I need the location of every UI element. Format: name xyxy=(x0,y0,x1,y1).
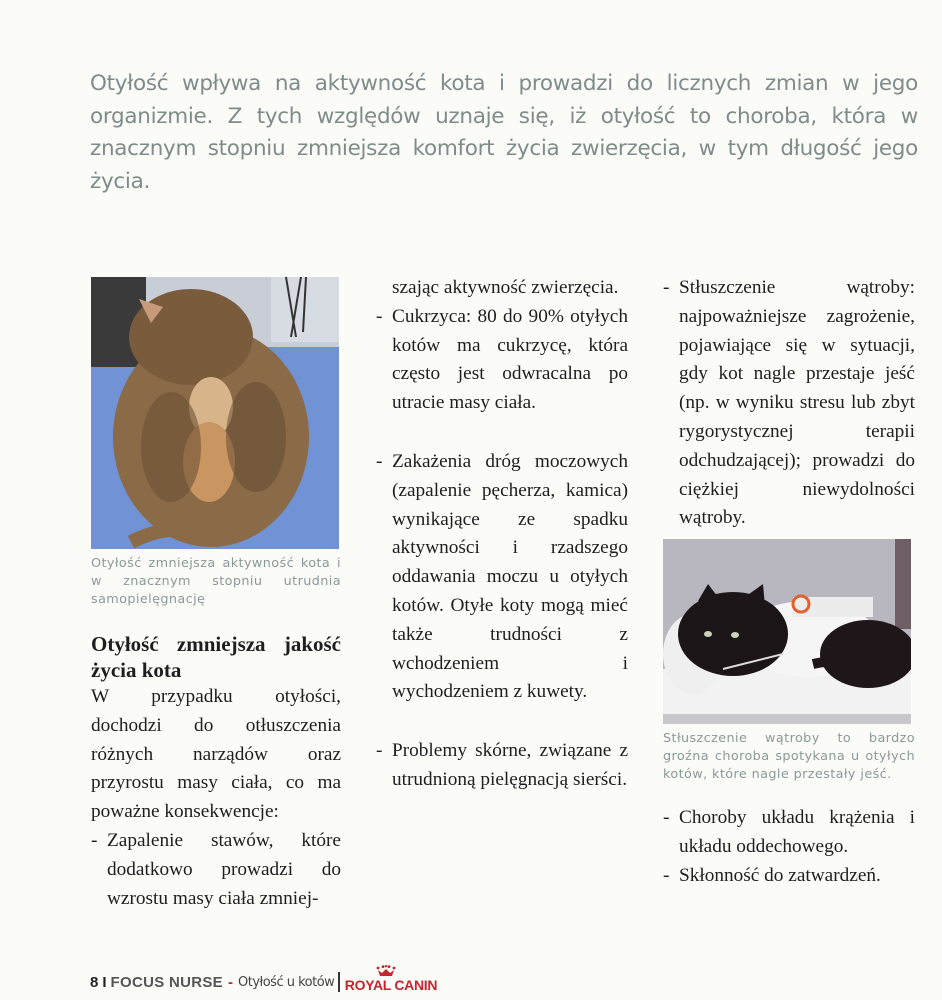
list-item-text: Cukrzyca: 80 do 90% otyłych kotów ma cukrzycę, która często jest odwracalna po utracie masy ciała. xyxy=(392,305,628,414)
spacer xyxy=(663,784,915,804)
list-dash: - xyxy=(663,277,670,298)
list-item-text: Problemy skórne, związane z utrudnioną pielęgnacją sierści. xyxy=(392,740,628,790)
obese-cat-illustration xyxy=(91,277,339,549)
list-item xyxy=(91,827,341,913)
spacer xyxy=(376,707,628,737)
footer-divider xyxy=(338,972,340,992)
list-item xyxy=(663,274,915,533)
list-dash: - xyxy=(663,807,670,829)
section-heading: Otyłość zmniejsza jakość życia kota xyxy=(91,632,341,682)
photo-obese-cat xyxy=(91,277,339,549)
footer-separator: I xyxy=(102,973,107,991)
brand-logo xyxy=(345,971,437,993)
intro-paragraph: Otyłość wpływa na aktywność kota i prowadzi do licznych zmian w jego organizmie. Z tych względów uznaje się, iż otyłość to choroba, która w znacznym stopniu zmniejsza komfort życia zwierzęcia, w tym długość jego życia. xyxy=(90,71,918,194)
list-dash: - xyxy=(376,305,383,327)
photo-hepatic-lipidosis-cat xyxy=(663,539,911,724)
list-item xyxy=(663,862,915,891)
brand-name: ROYAL CANIN xyxy=(344,977,438,993)
publication-name: FOCUS NURSE xyxy=(110,973,223,991)
publication-subtitle: Otyłość u kotów xyxy=(238,974,335,990)
photo-caption: Stłuszczenie wątroby to bardzo groźna choroba spotykana u otyłych kotów, które nagle przestały jeść. xyxy=(663,731,915,783)
list-dash: - xyxy=(91,829,98,851)
cat-on-blanket-illustration xyxy=(663,539,911,724)
column-1 xyxy=(91,277,341,913)
list-dash: - xyxy=(376,740,383,762)
list-item xyxy=(376,737,628,795)
spacer xyxy=(376,418,628,448)
column-3 xyxy=(663,274,915,891)
body-paragraph: W przypadku otyłości, dochodzi do otłuszczenia różnych narządów oraz przyrostu masy ciała, co ma poważne konsekwencje: xyxy=(91,686,341,823)
crown-icon xyxy=(375,965,397,977)
list-item-text: Zapalenie stawów, które dodatkowo prowadzi do wzrostu masy ciała zmniej- xyxy=(107,829,341,909)
list-item xyxy=(663,804,915,862)
list-item-text: Zakażenia dróg moczowych (zapalenie pęcherza, kamica) wynikające ze spadku aktywności i rzadszego oddawania moczu u otyłych kotów. Otyłe koty mogą mieć także trudności z wchodzeniem i wychodzeniem z kuwety. xyxy=(392,450,628,703)
photo-caption: Otyłość zmniejsza aktywność kota i w znacznym stopniu utrudnia samopielęgnację xyxy=(91,556,341,607)
list-item-text: Choroby układu krążenia i układu oddechowego. xyxy=(679,807,915,857)
page-footer xyxy=(90,970,437,994)
list-item xyxy=(376,448,628,707)
list-item-text: Skłonność do zatwardzeń. xyxy=(679,864,881,886)
footer-dash: - xyxy=(228,973,233,991)
list-dash: - xyxy=(376,450,383,472)
list-item-text: Stłuszczenie wątroby: najpoważniejsze zagrożenie, pojawiające się w sytuacji, gdy kot nagle przestaje jeść (np. w wyniku stresu lub zbyt rygorystycznej terapii odchudzającej); prowadzi do ciężkiej niewydolności wątroby. xyxy=(679,277,915,529)
list-dash: - xyxy=(663,864,670,886)
list-item xyxy=(376,303,628,418)
continuation-text: szając aktywność zwierzęcia. xyxy=(392,277,619,298)
column-2 xyxy=(376,274,628,795)
page-number: 8 xyxy=(90,973,99,991)
